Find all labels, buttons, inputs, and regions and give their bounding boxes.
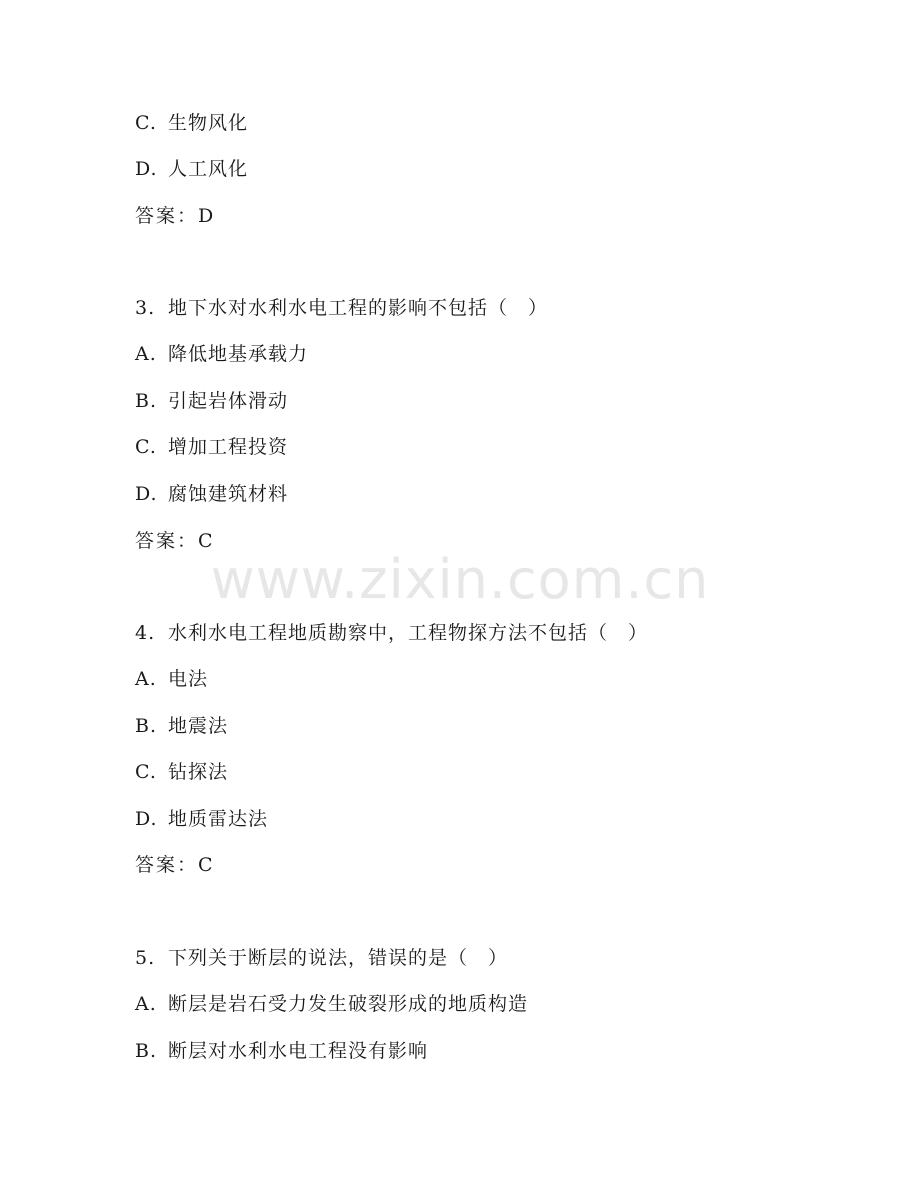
option-text: 人工风化: [168, 158, 249, 180]
option-prefix: C.: [135, 436, 157, 458]
question-text: 水利水电工程地质勘察中，工程物探方法不包括（ ）: [168, 622, 649, 644]
option-prefix: C.: [135, 761, 157, 783]
option-prefix: A.: [135, 993, 157, 1015]
option-text: 增加工程投资: [168, 436, 289, 458]
q4-option-d: [135, 807, 268, 831]
option-text: 降低地基承载力: [168, 343, 309, 365]
q4-option-a: [135, 667, 208, 691]
option-prefix: B.: [135, 1040, 158, 1062]
option-text: 电法: [168, 668, 209, 690]
option-prefix: A.: [135, 343, 157, 365]
option-text: 生物风化: [168, 112, 249, 134]
q4-option-b: [135, 714, 228, 738]
q3-question: [135, 296, 548, 320]
option-text: 引起岩体滑动: [168, 390, 289, 412]
option-prefix: D.: [135, 158, 158, 180]
option-text: 钻探法: [168, 761, 229, 783]
option-text: 腐蚀建筑材料: [168, 483, 289, 505]
question-text: 下列关于断层的说法，错误的是（ ）: [168, 947, 509, 969]
q2-answer: 答案：D: [135, 205, 216, 227]
option-text: 断层对水利水电工程没有影响: [168, 1040, 429, 1062]
q3-option-c: [135, 435, 288, 459]
q4-option-c: [135, 760, 228, 784]
question-number: 5.: [135, 947, 156, 969]
option-prefix: C.: [135, 112, 157, 134]
q2-option-c: [135, 111, 248, 135]
option-text: 断层是岩石受力发生破裂形成的地质构造: [168, 993, 529, 1015]
q5-option-b: [135, 1039, 428, 1063]
option-prefix: D.: [135, 808, 158, 830]
q2-option-d: [135, 157, 248, 181]
q4-answer: 答案：C: [135, 854, 215, 876]
watermark-text: www.zixin.com.cn: [210, 548, 710, 611]
option-prefix: B.: [135, 715, 158, 737]
q5-option-a: [135, 992, 528, 1016]
question-number: 4.: [135, 622, 156, 644]
option-prefix: A.: [135, 668, 157, 690]
q3-option-b: [135, 389, 288, 413]
q3-option-d: [135, 482, 288, 506]
q5-question: [135, 946, 508, 970]
option-text: 地质雷达法: [168, 808, 269, 830]
q4-question: [135, 621, 648, 645]
option-text: 地震法: [168, 715, 229, 737]
option-prefix: D.: [135, 483, 158, 505]
option-prefix: B.: [135, 390, 158, 412]
question-text: 地下水对水利水电工程的影响不包括（ ）: [168, 297, 549, 319]
question-number: 3.: [135, 297, 156, 319]
q3-answer: 答案：C: [135, 530, 215, 552]
q3-option-a: [135, 342, 308, 366]
